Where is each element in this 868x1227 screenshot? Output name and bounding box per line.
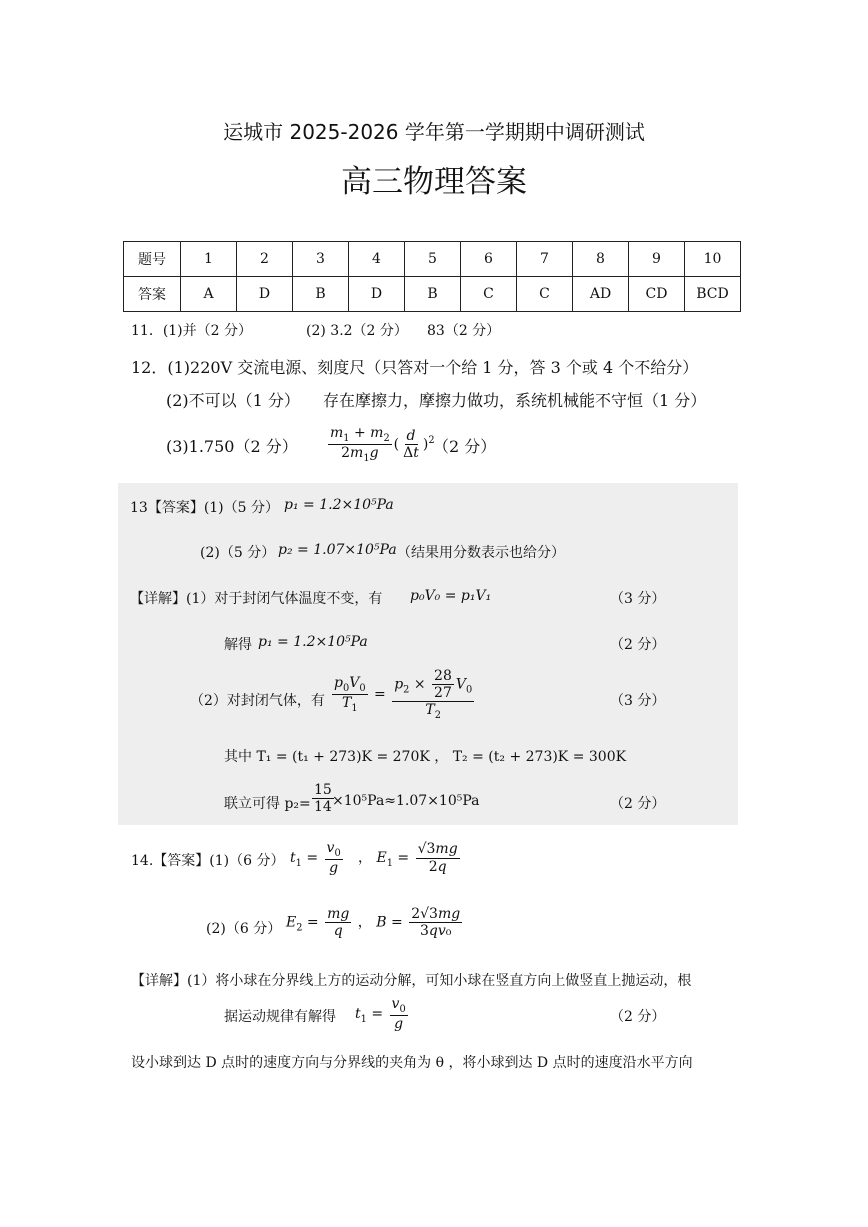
q13-detail3-formula: $\frac{p_0V_0}{T_1}$ = $p_2$ × $\frac{28}{27}$ $V_0$ $T_2$	[334, 668, 473, 721]
table-cell: 3	[293, 242, 349, 277]
table-cell: AD	[573, 277, 629, 312]
table-row	[124, 242, 741, 277]
q14-answer-label: 14.【答案】(1)（6 分）	[131, 853, 285, 869]
table-cell: 5	[405, 242, 461, 277]
q12-formula: $\frac{m_1 + m_2}{2m_1g}$ ( $\frac{d}{\Delta t}$ )$^2$	[330, 425, 435, 464]
table-cell: B	[405, 277, 461, 312]
table-cell: 8	[573, 242, 629, 277]
table-cell: 答案	[124, 277, 181, 312]
q13-detail3: （2）对封闭气体，有	[190, 693, 325, 709]
q11-part3: 83（2 分）	[427, 323, 501, 339]
table-cell: B	[293, 277, 349, 312]
table-cell: 9	[629, 242, 685, 277]
q14-answer2-label: (2)（6 分）	[206, 921, 282, 937]
q12-line1: 12．(1)220V 交流电源、刻度尺（只答对一个给 1 分，答 3 个或 4 个不给分）	[131, 358, 699, 377]
q14-detail2-formula: $t_1$ = $\frac{v_0}{g}$	[355, 996, 406, 1033]
q14-detail2: 据运动规律有解得	[224, 1009, 336, 1025]
table-cell: 7	[517, 242, 573, 277]
q13-answer2: p₂ = 1.07×10⁵Pa	[278, 542, 397, 558]
q13-detail5-fraction: $\frac{15}{14}$	[314, 782, 332, 816]
table-cell: 题号	[124, 242, 181, 277]
table-cell: C	[517, 277, 573, 312]
q13-answer2-label: (2)（5 分）	[200, 545, 276, 561]
q12-formula-score: （2 分）	[433, 437, 497, 456]
q14-score: （2 分）	[610, 1009, 666, 1025]
q13-score: （2 分）	[610, 637, 666, 653]
q12-line3a: (3)1.750（2 分）	[166, 437, 298, 456]
q13-detail5: 联立可得 p₂=	[224, 796, 311, 812]
q13-detail4: 其中 T₁ = (t₁ + 273)K = 270K ， T₂ = (t₂ + 273)K = 300K	[224, 749, 627, 765]
q13-score: （3 分）	[610, 591, 666, 607]
q14-detail1: 【详解】(1）将小球在分界线上方的运动分解，可知小球在竖直方向上做竖直上抛运动，根	[131, 973, 692, 989]
q13-detail5-tail: ×10⁵Pa≈1.07×10⁵Pa	[332, 793, 480, 809]
q13-answer1: p₁ = 1.2×10⁵Pa	[284, 497, 394, 513]
q13-score: （2 分）	[610, 796, 666, 812]
q13-shaded-block	[118, 483, 738, 825]
q11-part1: 11．(1)并（2 分）	[131, 323, 253, 339]
q13-detail2: 解得	[224, 637, 252, 653]
table-cell: 1	[181, 242, 237, 277]
q14-answer2-formula: $E_2$ = $\frac{mg}{q}$ ， B = $\frac{2√3mg}{\text{3qv₀}}$	[286, 906, 461, 940]
table-cell: BCD	[685, 277, 741, 312]
table-cell: D	[349, 277, 405, 312]
answer-table	[123, 241, 741, 312]
table-cell: CD	[629, 277, 685, 312]
table-cell: 10	[685, 242, 741, 277]
q13-answer2-note: （结果用分数表示也给分）	[397, 545, 565, 561]
document-title: 运城市 2025-2026 学年第一学期期中调研测试	[223, 120, 645, 144]
q13-score: （3 分）	[610, 693, 666, 709]
table-row	[124, 277, 741, 312]
document-subtitle: 高三物理答案	[341, 164, 527, 200]
q12-line2a: (2)不可以（1 分）	[166, 391, 300, 410]
table-cell: A	[181, 277, 237, 312]
q13-detail2-expr: p₁ = 1.2×10⁵Pa	[258, 634, 368, 650]
q13-answer-label: 13【答案】(1)（5 分）	[130, 500, 280, 516]
table-cell: D	[237, 277, 293, 312]
q13-detail1-expr: p₀V₀ = p₁V₁	[410, 588, 492, 604]
q13-detail1: 【详解】(1）对于封闭气体温度不变，有	[130, 591, 383, 607]
q12-line2b: 存在摩擦力，摩擦力做功，系统机械能不守恒（1 分）	[323, 391, 707, 410]
table-cell: 6	[461, 242, 517, 277]
q11-part2: (2) 3.2（2 分）	[306, 323, 408, 339]
q14-answer1-formula: $t_1$ = $\frac{v_0}{g}$ ， $E_1$ = $\frac{√3mg}{2q}$	[290, 840, 458, 877]
table-cell: 4	[349, 242, 405, 277]
table-cell: C	[461, 277, 517, 312]
q14-last-line: 设小球到达 D 点时的速度方向与分界线的夹角为 θ ，将小球到达 D 点时的速度沿水平方向	[131, 1055, 693, 1071]
table-cell: 2	[237, 242, 293, 277]
